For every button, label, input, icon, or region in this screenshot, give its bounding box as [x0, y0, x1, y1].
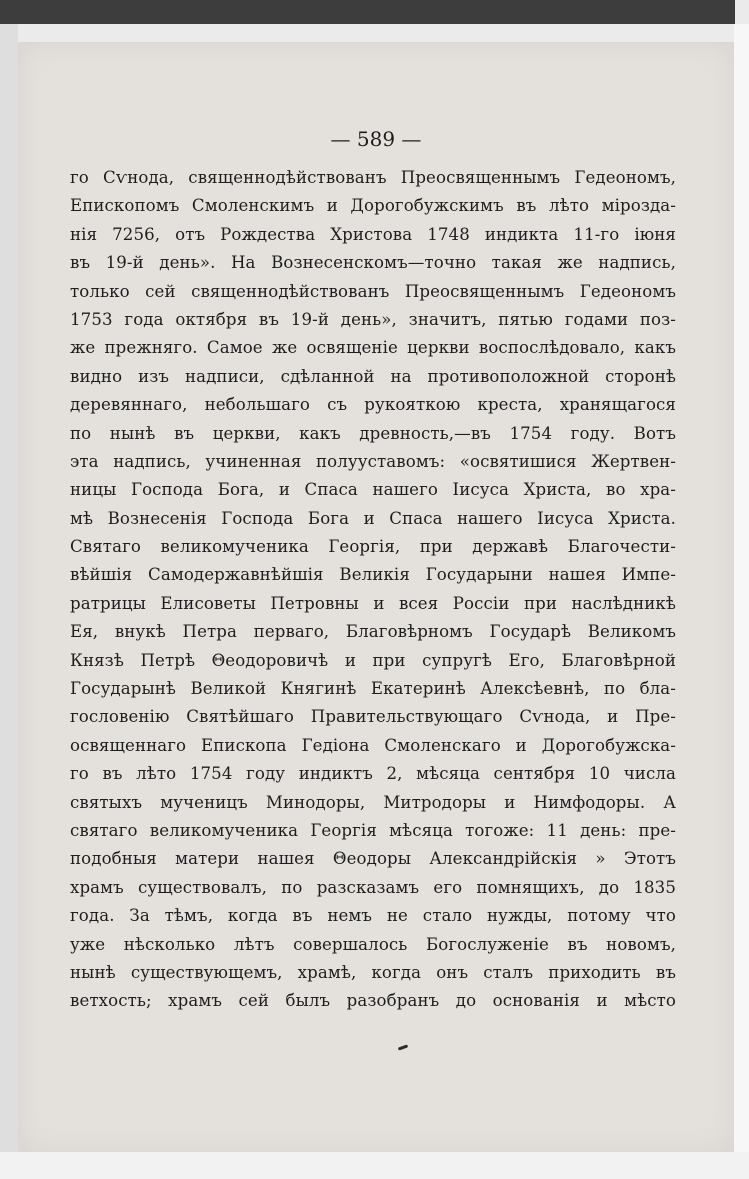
text-line: нiя 7256, отъ Рождества Христова 1748 индикта 11-го iюня [70, 224, 676, 244]
text-line: по нынѣ въ церкви, какъ древность,—въ 1754 году. Вотъ [70, 423, 676, 443]
text-line: же прежняго. Самое же освященiе церкви воспослѣдовало, какъ [70, 338, 676, 358]
text-line: уже нѣсколько лѣтъ совершалось Богослуженiе въ новомъ, [70, 934, 676, 954]
bottom-margin [0, 1152, 749, 1179]
text-line: ветхость; храмъ сей былъ разобранъ до основанiя и мѣсто [70, 991, 676, 1011]
text-line: мѣ Вознесенiя Господа Бога и Спаса нашего Iисуса Христа. [70, 508, 676, 528]
text-line: 1753 года октября въ 19-й день», значитъ, пятью годами поз- [70, 309, 676, 329]
text-line: храмъ существовалъ, по разсказамъ его помнящихъ, до 1835 [70, 877, 676, 897]
text-line: вѣйшiя Самодержавнѣйшiя Великiя Государыни нашея Импе- [70, 565, 676, 585]
text-line: Ея, внукѣ Петра перваго, Благовѣрномъ Государѣ Великомъ [70, 622, 676, 642]
text-line: святыхъ мученицъ Минодоры, Митродоры и Нимфодоры. А [70, 792, 676, 812]
text-line: го въ лѣто 1754 году индиктъ 2, мѣсяца сентября 10 числа [70, 764, 676, 784]
text-line: видно изъ надписи, сдѣланной на противоположной сторонѣ [70, 366, 676, 386]
text-line: нынѣ существующемъ, храмѣ, когда онъ сталъ приходить въ [70, 962, 676, 982]
text-line: го Сѵнода, священнодѣйствованъ Преосвященнымъ Гедеономъ, [70, 168, 676, 187]
body-text [70, 164, 676, 1016]
text-line: ницы Господа Бога, и Спаса нашего Iисуса Христа, во хра- [70, 480, 676, 500]
right-margin [734, 24, 749, 1179]
text-line: подобныя матери нашея Θеодоры Александрiйскiя » Этотъ [70, 849, 676, 869]
text-line: Святаго великомученика Георгiя, при державѣ Благочести- [70, 537, 676, 557]
text-line: въ 19-й день». На Вознесенскомъ—точно такая же надпись, [70, 253, 676, 273]
text-line: только сей священнодѣйствованъ Преосвященнымъ Гедеономъ [70, 281, 676, 301]
ink-speck [398, 1044, 408, 1050]
text-line: Государынѣ Великой Княгинѣ Екатеринѣ Алексѣевнѣ, по бла- [70, 679, 676, 699]
left-margin [0, 24, 18, 1154]
text-line: Князѣ Петрѣ Θеодоровичѣ и при супругѣ Его, Благовѣрной [70, 650, 676, 670]
previous-page-edge [0, 0, 735, 24]
text-line: ратрицы Елисоветы Петровны и всея Россiи при наслѣдникѣ [70, 593, 676, 613]
text-line: гословенiю Святѣйшаго Правительствующаго Сѵнода, и Пре- [70, 707, 676, 727]
text-line: эта надпись, учиненная полууставомъ: «освятишися Жертвен- [70, 451, 676, 471]
text-line: Епископомъ Смоленскимъ и Дорогобужскимъ въ лѣто мiрозда- [70, 196, 676, 216]
text-line: года. За тѣмъ, когда въ немъ не стало нужды, потому что [70, 906, 676, 926]
text-line: освященнаго Епископа Гедiона Смоленскаго и Дорогобужска- [70, 735, 676, 755]
text-line: деревяннаго, небольшаго съ рукояткою креста, хранящагося [70, 395, 676, 415]
text-line: святаго великомученика Георгiя мѣсяца тогоже: 11 день: пре- [70, 820, 676, 840]
book-page [18, 42, 734, 1152]
page-number: — 589 — [330, 127, 422, 151]
